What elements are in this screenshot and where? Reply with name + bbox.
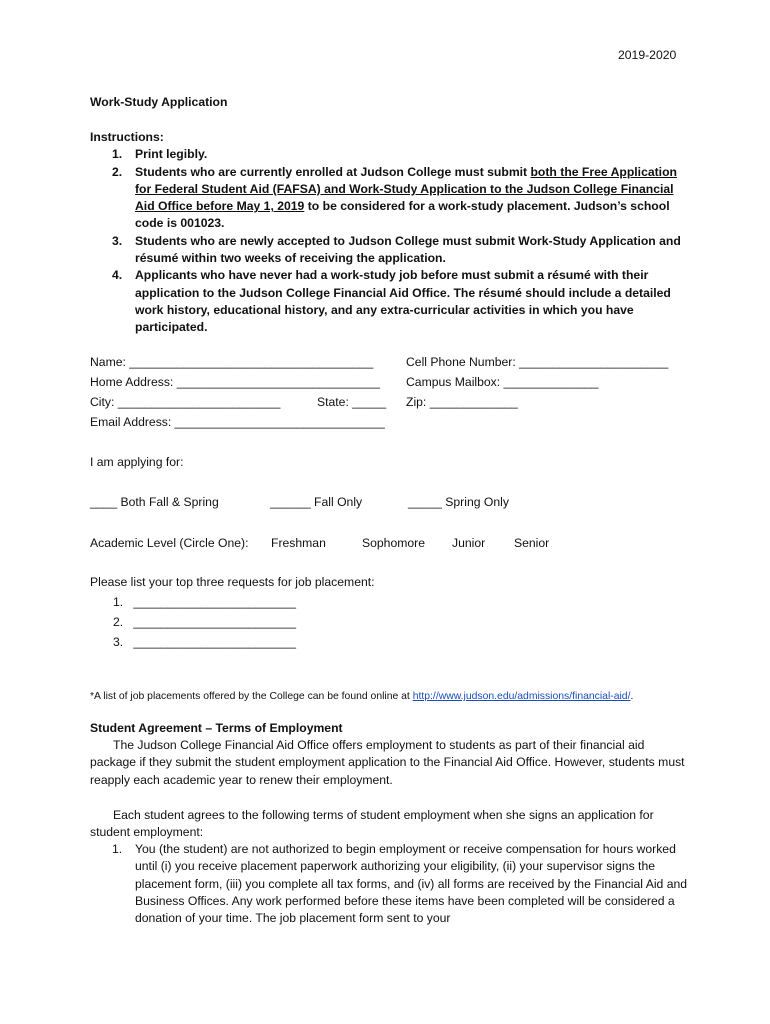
option-both-fall-spring[interactable]: ____ Both Fall & Spring: [90, 495, 219, 509]
level-senior[interactable]: Senior: [514, 536, 550, 550]
job-requests-label: Please list your top three requests for job placement:: [90, 575, 375, 589]
instruction-item: 2. Students who are currently enrolled at Judson College must submit both the Free Application for Federal Student Aid (FAFSA) and Work-Study Application to the Judson College Financial Aid Office before May 1, 2019 to be considered for a work-study placement. Judson’s school code is 001023.: [112, 164, 677, 231]
deadline-underlined-text: both the Free Application for Federal Student Aid (FAFSA) and Work-Study Application to the Judson College Financial Aid Office before May 1, 2019: [135, 164, 677, 214]
agreement-paragraph-2: Each student agrees to the following terms of student employment when she signs an application for student employment:: [90, 808, 654, 840]
email-field[interactable]: Email Address: _______________________________: [90, 415, 385, 429]
instruction-item: 4. Applicants who have never had a work-study job before must submit a résumé with their application to the Judson College Financial Aid Office. The résumé should include a detailed work history, educational history, and any extra-curricular activities in which you have participated.: [112, 268, 671, 335]
name-field[interactable]: Name: ____________________________________: [90, 355, 374, 369]
agreement-terms-list: [90, 841, 690, 927]
instructions-heading: Instructions:: [90, 130, 164, 144]
agreement-paragraph-1: The Judson College Financial Aid Office offers employment to students as part of their financial aid package if they submit the student employment application to the Financial Aid Office. However, students must reapply each academic year to renew their employment.: [90, 738, 685, 787]
year-label: 2019-2020: [618, 48, 677, 62]
job-request-3[interactable]: 3. ________________________: [113, 635, 297, 649]
option-fall-only[interactable]: ______ Fall Only: [270, 495, 363, 509]
instructions-list: [90, 146, 690, 336]
state-field[interactable]: State: _____: [317, 395, 387, 409]
academic-level-label: Academic Level (Circle One):: [90, 536, 249, 550]
applying-for-label: I am applying for:: [90, 455, 184, 469]
level-junior[interactable]: Junior: [452, 536, 486, 550]
level-sophomore[interactable]: Sophomore: [362, 536, 426, 550]
form-title: Work-Study Application: [90, 95, 228, 109]
level-freshman[interactable]: Freshman: [271, 536, 326, 550]
instruction-item: 3. Students who are newly accepted to Judson College must submit Work-Study Application and résumé within two weeks of receiving the application.: [112, 233, 681, 266]
instruction-item: 1. Print legibly.: [112, 147, 208, 162]
financial-aid-link[interactable]: http://www.judson.edu/admissions/financial-aid/: [412, 691, 631, 702]
cell-phone-field[interactable]: Cell Phone Number: ______________________: [406, 355, 669, 369]
campus-mailbox-field[interactable]: Campus Mailbox: ______________: [406, 375, 599, 389]
instructions-section: [90, 129, 690, 337]
job-request-1[interactable]: 1. ________________________: [113, 595, 297, 609]
agreement-heading: Student Agreement – Terms of Employment: [90, 721, 343, 735]
option-spring-only[interactable]: _____ Spring Only: [408, 495, 509, 509]
footnote: *A list of job placements offered by the College can be found online at http://www.judson.edu/admissions/financial-aid/.: [90, 691, 634, 702]
agreement-term-item: 1. You (the student) are not authorized to begin employment or receive compensation for hours worked until (i) you receive placement paperwork authorizing your eligibility, (ii) your supervisor signs the placement form, (iii) you complete all tax forms, and (iv) all forms are received by the Financial Aid and Business Offices. Any work performed before these items have been completed will be considered a donation of your time. The job placement form sent to your: [112, 842, 688, 926]
zip-field[interactable]: Zip: _____________: [406, 395, 518, 409]
home-address-field[interactable]: Home Address: ______________________________: [90, 375, 381, 389]
job-request-2[interactable]: 2. ________________________: [113, 615, 297, 629]
city-field[interactable]: City: ________________________: [90, 395, 281, 409]
